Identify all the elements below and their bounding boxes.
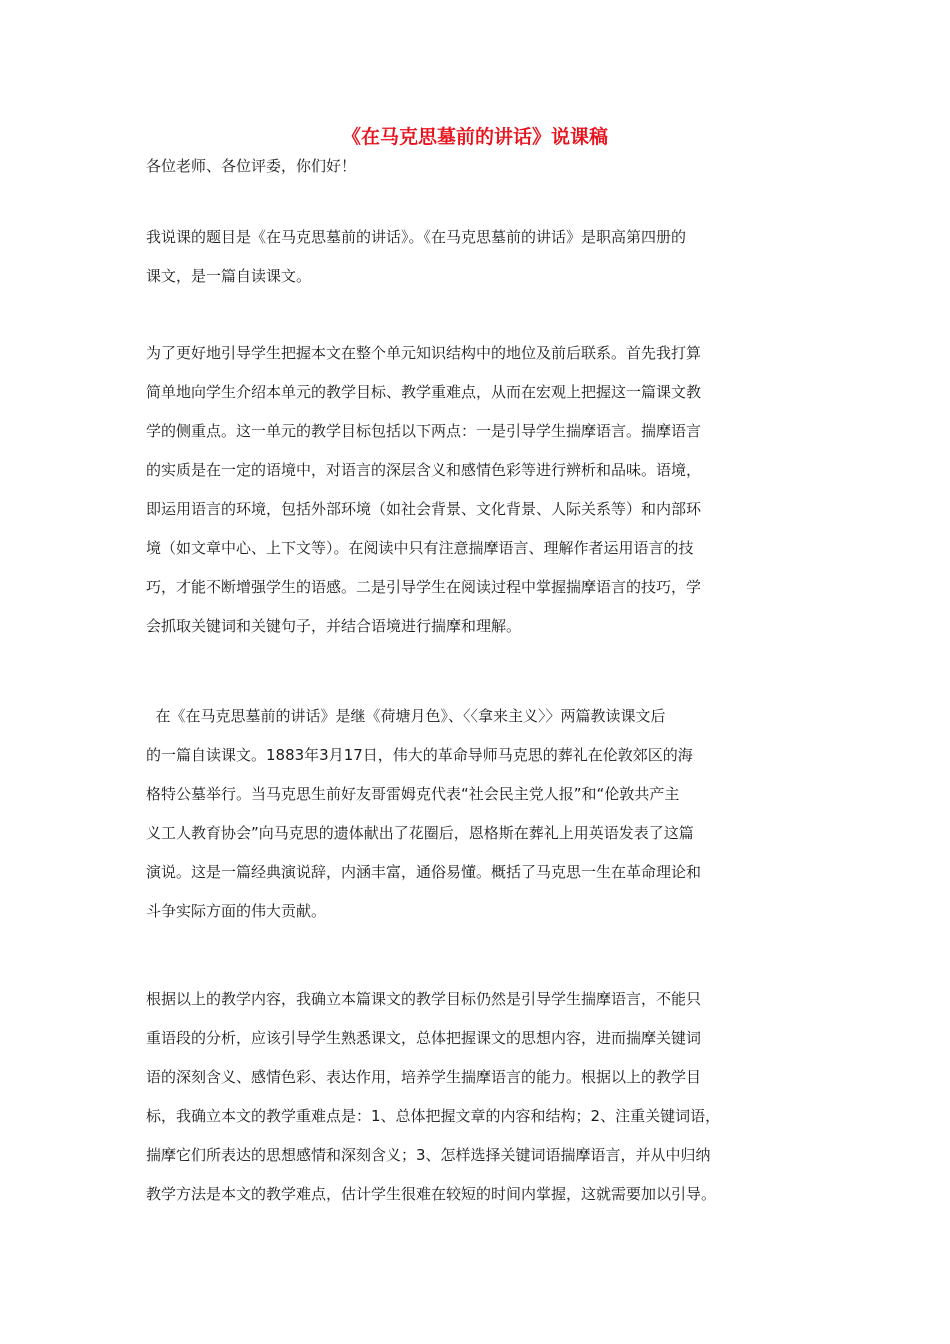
greeting-paragraph: 各位老师、各位评委，你们好！ bbox=[146, 157, 357, 175]
document-title: 《在马克思墓前的讲话》说课稿 bbox=[341, 126, 608, 148]
teaching-goals-paragraph: 根据以上的教学内容，我确立本篇课文的教学目标仍然是引导学生揣摩语言，不能只 重语段的分析，应该引导学生熟悉课文，总体把握课文的思想内容，进而揣摩关键词 语的深刻含义、感情色彩、表达作用，培养学生揣摩语言的能力。根据以上的教学目 标，我确立本文的教学重难点是：1、总体把握文章的内容和结构；2、注重关键词语， 揣摩它们所表达的思想感情和深刻含义；3、怎样选择关键词语揣摩语言，并从中归纳 教学方法是本文的教学难点，估计学生很难在较短的时间内掌握，这就需要加以引导。 bbox=[146, 990, 721, 1203]
unit-goals-paragraph: 为了更好地引导学生把握本文在整个单元知识结构中的地位及前后联系。首先我打算 简单地向学生介绍本单元的教学目标、教学重难点，从而在宏观上把握这一篇课文教 学的侧重点。这一单元的教学目标包括以下两点：一是引导学生揣摩语言。揣摩语言 的实质是在一定的语境中，对语言的深层含义和感情色彩等进行辨析和品味。语境， 即运用语言的环境，包括外部环境（如社会背景、文化背景、人际关系等）和内部环 境（如文章中心、上下文等）。在阅读中只有注意揣摩语言、理解作者运用语言的技 巧，才能不断增强学生的语感。二是引导学生在阅读过程中掌握揣摩语言的技巧，学 会抓取关键词和关键句子，并结合语境进行揣摩和理解。 bbox=[146, 344, 702, 635]
intro-paragraph: 我说课的题目是《在马克思墓前的讲话》。《在马克思墓前的讲话》是职高第四册的 课文，是一篇自读课文。 bbox=[146, 228, 687, 285]
background-paragraph: 在《在马克思墓前的讲话》是继《荷塘月色》、〈〈拿来主义〉〉两篇教读课文后 的一篇自读课文。1883年3月17日，伟大的革命导师马克思的葬礼在伦敦郊区的海 格特公墓举行。当马克思生前好友哥雷姆克代表“社会民主党人报”和“伦敦共产主 义工人教育协会”向马克思的遗体献出了花圈后，恩格斯在葬礼上用英语发表了这篇 演说。这是一篇经典演说辞，内涵丰富，通俗易懂。概括了马克思一生在革命理论和 斗争实际方面的伟大贡献。 bbox=[146, 707, 702, 920]
